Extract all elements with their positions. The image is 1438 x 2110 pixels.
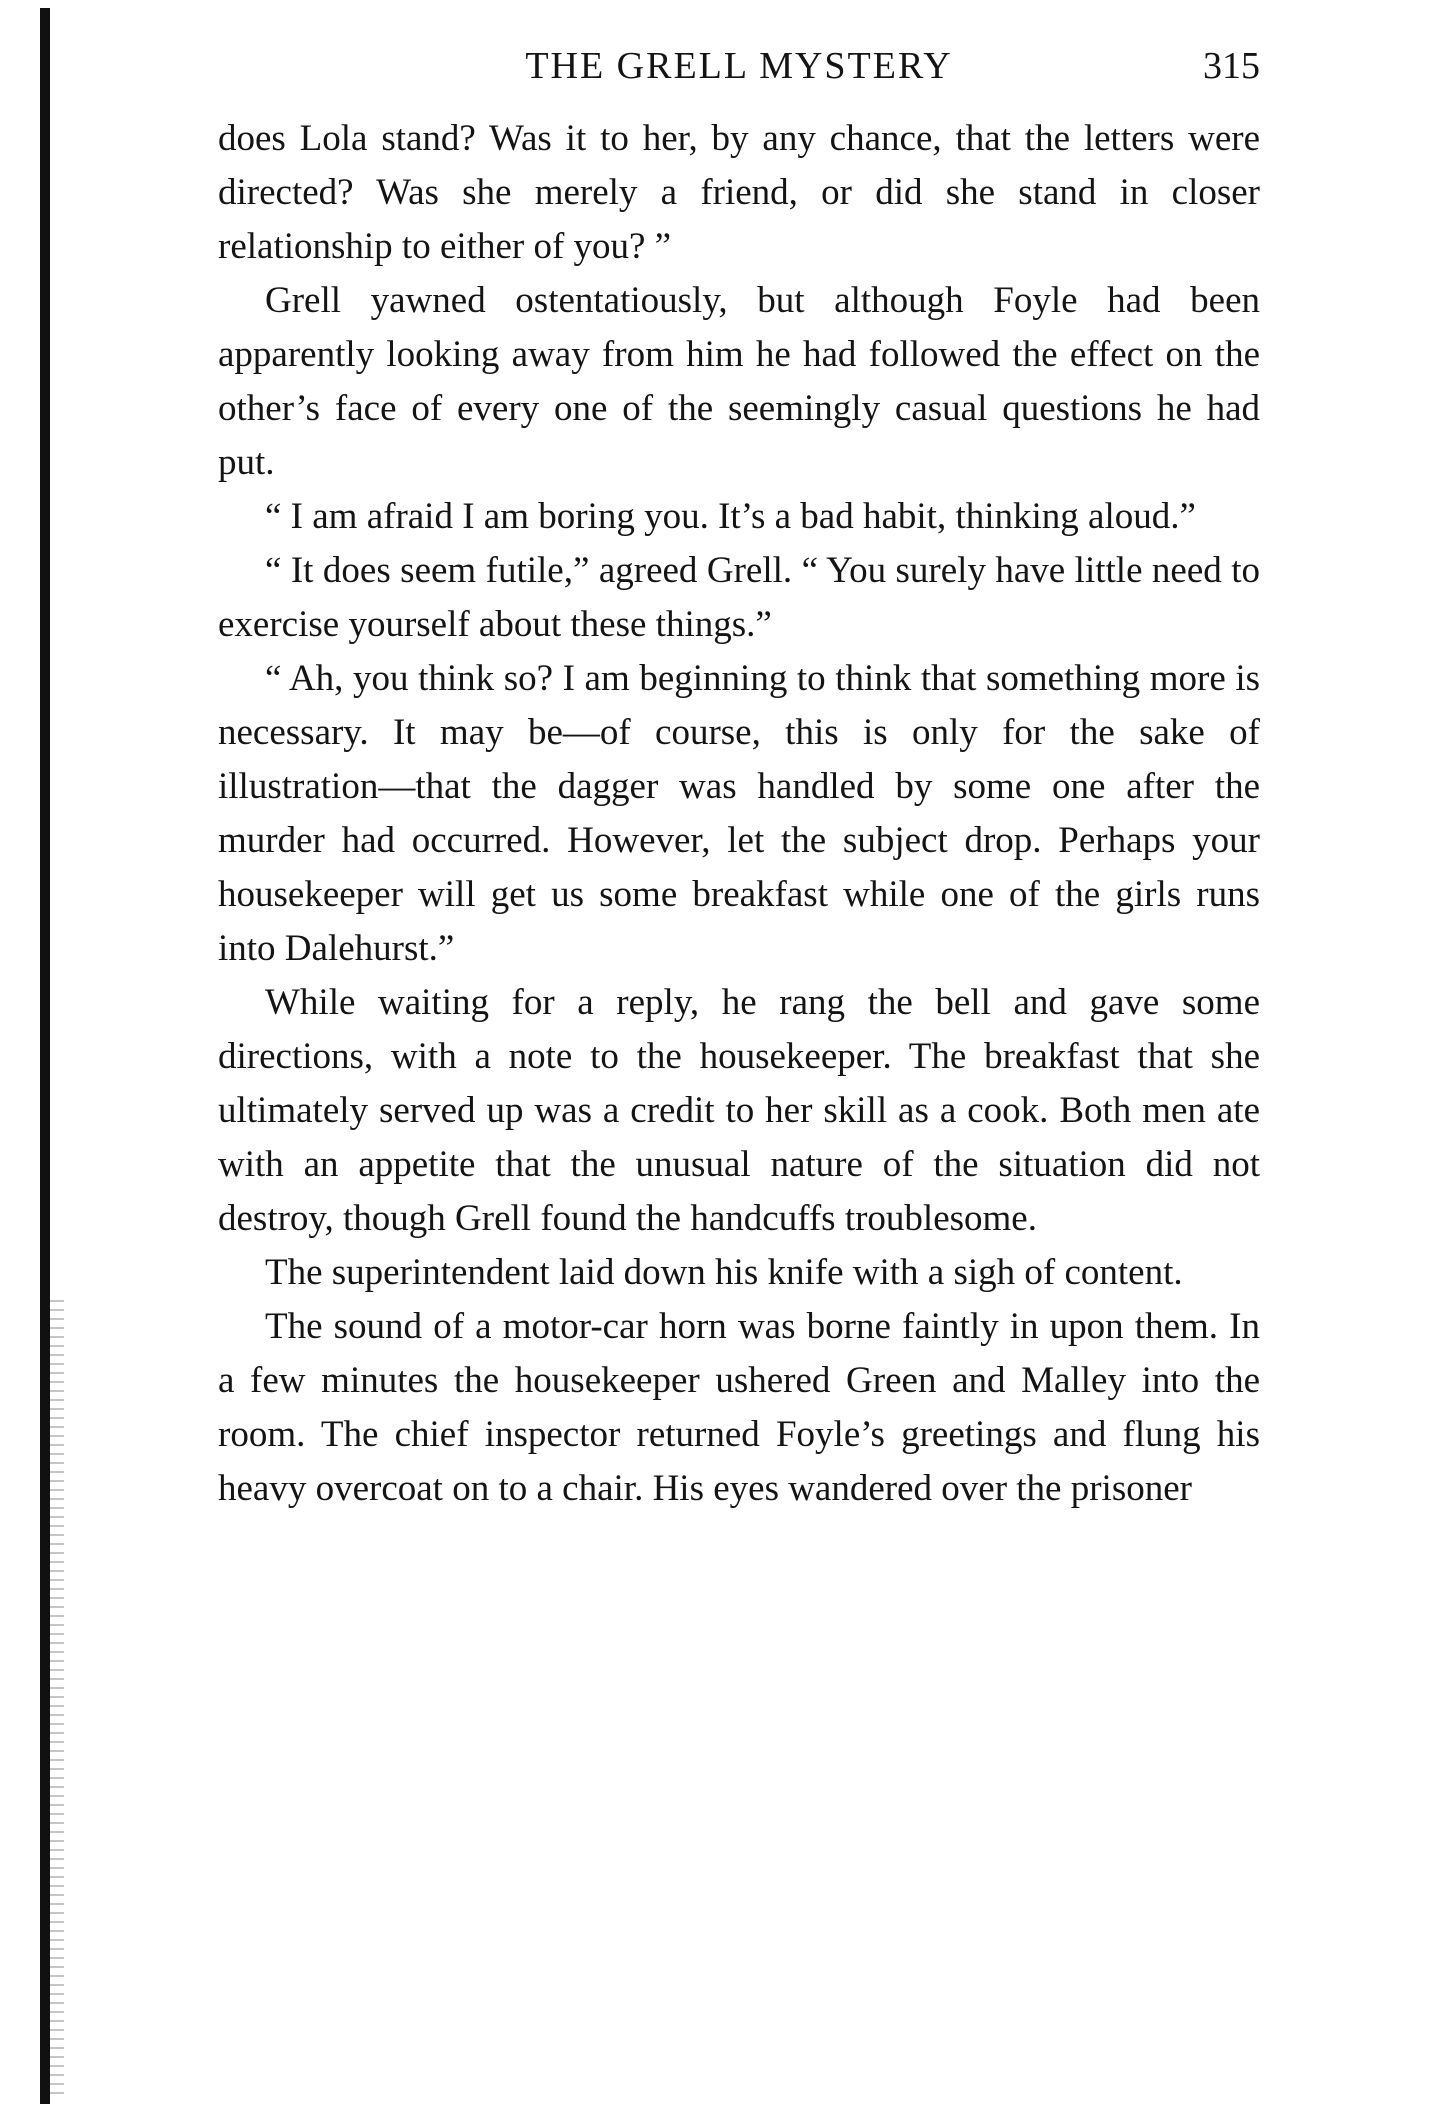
paragraph: The sound of a motor-car horn was borne faintly in upon them. In a few minutes the housekeeper ushered Green and Malley into the room. The chief inspector returned Foyle’s greetings and flung his heavy overcoat on to a chair. His eyes wandered over the prisoner	[218, 1306, 1260, 1509]
paragraph: “ Ah, you think so? I am beginning to think that something more is necessary. It may be—of course, this is only for the sake of illustration—that the dagger was handled by some one after the murder had occurred. However, let the subject drop. Perhaps your housekeeper will get us some breakfast while one of the girls runs into Dalehurst.”	[218, 658, 1260, 969]
spine-shadow	[50, 1300, 64, 2100]
body-text	[218, 112, 1260, 1516]
paragraph: The superintendent laid down his knife with a sigh of content.	[265, 1252, 1183, 1293]
page-header	[218, 38, 1260, 94]
paragraph: Grell yawned ostentatiously, but although Foyle had been apparently looking away from him he had followed the effect on the other’s face of every one of the seemingly casual questions he had put.	[218, 280, 1260, 483]
paragraph: While waiting for a reply, he rang the bell and gave some directions, with a note to the housekeeper. The breakfast that she ultimately served up was a credit to her skill as a cook. Both men ate with an appetite that the unusual nature of the situation did not destroy, though Grell found the handcuffs troublesome.	[218, 982, 1260, 1239]
page-number: 315	[1203, 45, 1260, 87]
running-title: THE GRELL MYSTERY	[525, 45, 953, 87]
paragraph: “ I am afraid I am boring you. It’s a bad habit, thinking aloud.”	[265, 496, 1196, 537]
paragraph: does Lola stand? Was it to her, by any chance, that the letters were directed? Was she merely a friend, or did she stand in closer relationship to either of you? ”	[218, 118, 1260, 267]
book-spine-edge	[40, 8, 50, 2104]
paragraph: “ It does seem futile,” agreed Grell. “ You surely have little need to exercise yourself about these things.”	[218, 550, 1260, 645]
